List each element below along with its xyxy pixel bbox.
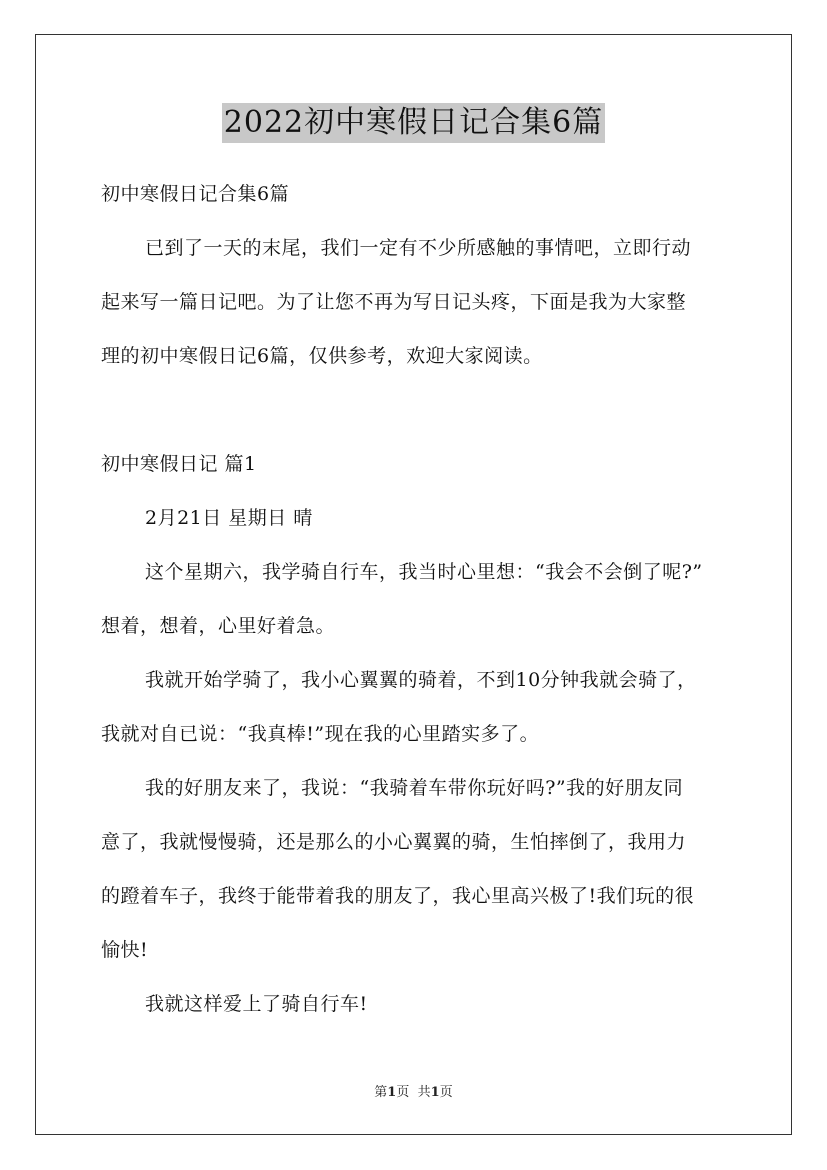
page-prefix: 第 xyxy=(374,1085,388,1100)
body-paragraph-line: 我就对自已说：“我真棒!”现在我的心里踏实多了。 xyxy=(101,723,540,745)
total-page-number: 1 xyxy=(430,1085,440,1100)
body-paragraph-line: 这个星期六，我学骑自行车，我当时心里想：“我会不会倒了呢?” xyxy=(145,561,703,583)
body-paragraph-line: 我就这样爱上了骑自行车! xyxy=(145,993,368,1015)
title-container xyxy=(0,103,827,143)
body-paragraph-line: 我的好朋友来了，我说：“我骑着车带你玩好吗?”我的好朋友同 xyxy=(145,777,684,799)
page-suffix: 页 xyxy=(396,1085,410,1100)
body-paragraph-line: 愉快! xyxy=(101,939,149,961)
intro-paragraph-line: 起来写一篇日记吧。为了让您不再为写日记头疼，下面是我为大家整 xyxy=(101,291,687,313)
body-paragraph-line: 意了，我就慢慢骑，还是那么的小心翼翼的骑，生怕摔倒了，我用力 xyxy=(101,831,687,853)
document-title: 2022初中寒假日记合集6篇 xyxy=(222,103,605,143)
diary-date-line: 2月21日 星期日 晴 xyxy=(145,507,313,529)
current-page-number: 1 xyxy=(387,1085,397,1100)
section-heading: 初中寒假日记 篇1 xyxy=(101,453,257,475)
total-suffix: 页 xyxy=(439,1085,453,1100)
total-prefix: 共 xyxy=(417,1085,431,1100)
document-subtitle: 初中寒假日记合集6篇 xyxy=(101,183,290,205)
intro-paragraph-line: 已到了一天的末尾，我们一定有不少所感触的事情吧，立即行动 xyxy=(145,237,692,259)
body-paragraph-line: 我就开始学骑了，我小心翼翼的骑着，不到10分钟我就会骑了， xyxy=(145,669,697,691)
body-paragraph-line: 的蹬着车子，我终于能带着我的朋友了，我心里高兴极了!我们玩的很 xyxy=(101,885,695,907)
intro-paragraph-line: 理的初中寒假日记6篇，仅供参考，欢迎大家阅读。 xyxy=(101,345,543,367)
body-paragraph-line: 想着，想着，心里好着急。 xyxy=(101,615,336,637)
page-footer xyxy=(0,1085,827,1101)
